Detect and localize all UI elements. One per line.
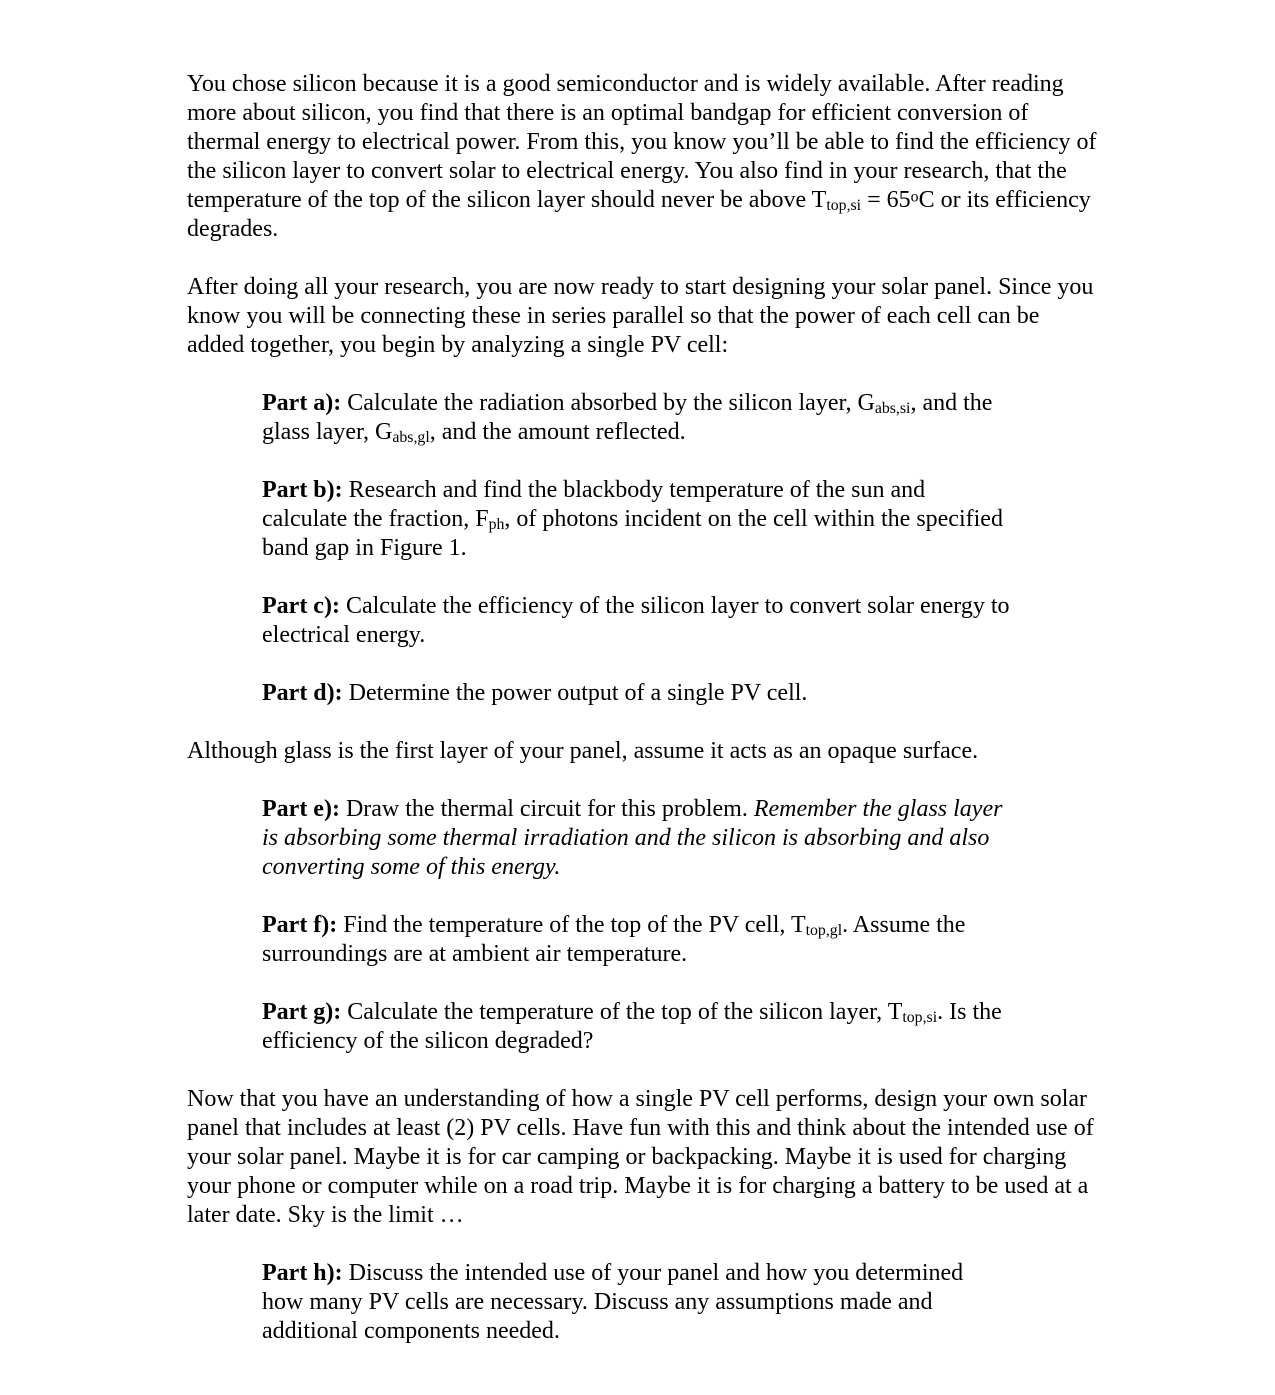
text-run-normal: Now that you have an understanding of how a single PV cell performs, design your own solar panel that includes at least (2) PV cells. Have fun with this and think about the intended use of your solar panel. Maybe it is for car camping or backpacking. Maybe it is used for charging your phone or computer while on a road trip. Maybe it is for charging a battery to be used at a later date. Sky is the limit … (187, 1085, 1094, 1228)
text-run-bold: Part e): (262, 795, 340, 822)
research-design-paragraph (187, 273, 1097, 360)
intro-silicon-paragraph (187, 70, 1097, 244)
part-a-paragraph (262, 389, 1010, 447)
text-run-sub: top,si (826, 196, 862, 214)
text-run-sub: top,si (902, 1008, 938, 1026)
part-e-paragraph (262, 795, 1010, 882)
text-run-normal: , and the glass layer, G (262, 389, 993, 445)
text-run-sub: ph (488, 515, 505, 533)
text-run-normal: Calculate the temperature of the top of the silicon layer, T (341, 998, 903, 1025)
text-run-normal: Calculate the efficiency of the silicon layer to convert solar energy to electrical energy. (262, 592, 1010, 648)
text-run-normal: Find the temperature of the top of the PV cell, T (337, 911, 806, 938)
text-run-normal: Discuss the intended use of your panel and how you determined how many PV cells are necessary. Discuss any assumptions made and additional components needed. (262, 1259, 964, 1344)
text-run-normal: Draw the thermal circuit for this problem. (339, 795, 754, 822)
text-run-normal: C or its efficiency degrades. (187, 186, 1091, 242)
part-h-paragraph (262, 1259, 1010, 1346)
text-run-normal: , of photons incident on the cell within the specified band gap in Figure 1. (262, 505, 1003, 561)
text-run-bold: Part d): (262, 679, 343, 706)
part-b-paragraph (262, 476, 1010, 563)
text-run-sub: abs,si (874, 399, 911, 417)
text-run-sup: o (910, 188, 919, 206)
text-run-bold: Part h): (262, 1259, 343, 1286)
text-run-normal: Research and find the blackbody temperature of the sun and calculate the fraction, F (262, 476, 926, 532)
text-run-normal: After doing all your research, you are now ready to start designing your solar panel. Since you know you will be connecting these in series parallel so that the power of each cell can be added together, you begin by analyzing a single PV cell: (187, 273, 1094, 358)
part-g-paragraph (262, 998, 1010, 1056)
text-run-bold: Part a): (262, 389, 342, 416)
part-f-paragraph (262, 911, 1010, 969)
text-run-normal: . Is the efficiency of the silicon degraded? (262, 998, 1002, 1054)
text-run-sub: top,gl (805, 921, 843, 939)
design-your-own-paragraph (187, 1085, 1097, 1230)
opaque-glass-paragraph (187, 737, 1097, 766)
text-run-normal: You chose silicon because it is a good semiconductor and is widely available. After reading more about silicon, you find that there is an optimal bandgap for efficient conversion of thermal energy to electrical power. From this, you know you’ll be able to find the efficiency of the silicon layer to convert solar to electrical energy. You also find in your research, that the temperature of the top of the silicon layer should never be above T (187, 71, 1097, 213)
text-run-normal: Although glass is the first layer of your panel, assume it acts as an opaque surface. (187, 737, 979, 764)
text-run-sub: abs,gl (392, 428, 430, 446)
text-run-bold: Part b): (262, 476, 343, 503)
text-run-normal: = 65 (861, 186, 911, 213)
text-run-italic: Remember the glass layer is absorbing some thermal irradiation and the silicon is absorbing and also converting some of this energy. (262, 795, 1003, 880)
text-run-bold: Part f): (262, 911, 338, 938)
text-run-normal: , and the amount reflected. (429, 418, 686, 445)
text-run-normal: Calculate the radiation absorbed by the silicon layer, G (341, 389, 875, 416)
text-run-bold: Part g): (262, 998, 342, 1025)
part-c-paragraph (262, 592, 1010, 650)
text-run-normal: Determine the power output of a single PV cell. (342, 679, 808, 706)
text-run-normal: . Assume the surroundings are at ambient air temperature. (262, 911, 966, 967)
text-run-bold: Part c): (262, 592, 340, 619)
part-d-paragraph (262, 679, 1010, 708)
